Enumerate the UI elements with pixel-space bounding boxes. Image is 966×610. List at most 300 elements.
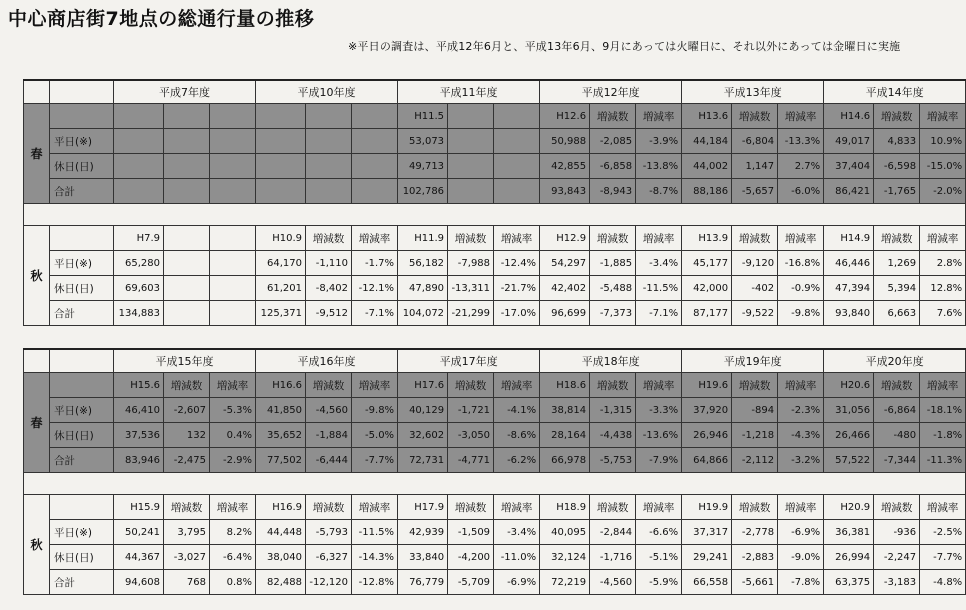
data-cell: 0.8% — [210, 570, 256, 595]
data-cell — [210, 301, 256, 326]
data-cell: 44,002 — [682, 154, 732, 179]
data-cell: -2,112 — [732, 448, 778, 473]
data-cell: -1,110 — [306, 251, 352, 276]
autumn-data-row — [24, 276, 966, 301]
row-label-blank — [50, 373, 114, 398]
column-header: 増減数 — [306, 226, 352, 251]
data-cell: -13.8% — [636, 154, 682, 179]
data-cell: 64,170 — [256, 251, 306, 276]
data-cell: -5,753 — [590, 448, 636, 473]
data-cell — [352, 129, 398, 154]
fiscal-year-header: 平成18年度 — [540, 349, 682, 373]
data-cell: 8.2% — [210, 520, 256, 545]
data-cell: -2,607 — [164, 398, 210, 423]
column-header: 増減数 — [732, 104, 778, 129]
data-cell: 66,558 — [682, 570, 732, 595]
column-header: 増減率 — [494, 373, 540, 398]
column-header: H10.9 — [256, 226, 306, 251]
data-cell: -3,027 — [164, 545, 210, 570]
data-cell: -1,315 — [590, 398, 636, 423]
column-header: H17.9 — [398, 495, 448, 520]
row-label: 休日(日) — [50, 545, 114, 570]
column-header: 増減数 — [874, 226, 920, 251]
data-cell: -7.7% — [920, 545, 966, 570]
column-header: 増減率 — [778, 104, 824, 129]
data-cell: -13.3% — [778, 129, 824, 154]
data-cell — [164, 154, 210, 179]
data-cell: 53,073 — [398, 129, 448, 154]
data-cell: 42,402 — [540, 276, 590, 301]
data-cell — [494, 179, 540, 204]
data-cell: -21.7% — [494, 276, 540, 301]
fiscal-year-header: 平成7年度 — [114, 80, 256, 104]
column-header: H11.9 — [398, 226, 448, 251]
data-cell: -8.7% — [636, 179, 682, 204]
data-cell: 42,855 — [540, 154, 590, 179]
data-cell: -7,373 — [590, 301, 636, 326]
traffic-table-h15-h20 — [23, 348, 966, 595]
data-cell: -13,311 — [448, 276, 494, 301]
data-cell: -0.9% — [778, 276, 824, 301]
data-cell: -2,844 — [590, 520, 636, 545]
data-cell — [306, 154, 352, 179]
data-cell: 82,488 — [256, 570, 306, 595]
column-header: 増減率 — [778, 495, 824, 520]
data-cell: 37,920 — [682, 398, 732, 423]
data-cell: 42,939 — [398, 520, 448, 545]
column-header: H19.9 — [682, 495, 732, 520]
data-cell — [494, 129, 540, 154]
column-header: 増減率 — [636, 104, 682, 129]
column-header: 増減率 — [778, 226, 824, 251]
data-cell: 83,946 — [114, 448, 164, 473]
row-label-blank — [50, 104, 114, 129]
data-cell — [306, 129, 352, 154]
data-cell — [210, 129, 256, 154]
data-cell: -9,512 — [306, 301, 352, 326]
data-cell: 7.6% — [920, 301, 966, 326]
column-header: 増減率 — [920, 373, 966, 398]
data-cell: 102,786 — [398, 179, 448, 204]
data-cell: -7.1% — [636, 301, 682, 326]
data-cell: 46,446 — [824, 251, 874, 276]
data-cell: 44,448 — [256, 520, 306, 545]
column-header: 増減数 — [448, 495, 494, 520]
data-cell: 29,241 — [682, 545, 732, 570]
column-header — [256, 104, 306, 129]
spring-data-row — [24, 154, 966, 179]
data-cell: 38,040 — [256, 545, 306, 570]
data-cell: -14.3% — [352, 545, 398, 570]
column-header: H20.6 — [824, 373, 874, 398]
data-cell: -5,793 — [306, 520, 352, 545]
data-cell: -936 — [874, 520, 920, 545]
autumn-data-row — [24, 570, 966, 595]
column-header — [114, 104, 164, 129]
data-cell — [256, 154, 306, 179]
data-cell — [352, 179, 398, 204]
data-cell: 3,795 — [164, 520, 210, 545]
data-cell: -6.2% — [494, 448, 540, 473]
data-cell: -6,864 — [874, 398, 920, 423]
data-cell — [448, 129, 494, 154]
row-label: 合計 — [50, 301, 114, 326]
data-cell: -3.9% — [636, 129, 682, 154]
data-cell: 134,883 — [114, 301, 164, 326]
data-cell: -16.8% — [778, 251, 824, 276]
data-cell: -5.1% — [636, 545, 682, 570]
column-header: 増減率 — [920, 495, 966, 520]
data-cell: -4.3% — [778, 423, 824, 448]
spring-label: 春 — [24, 373, 50, 473]
column-header: 増減数 — [590, 495, 636, 520]
column-header: 増減率 — [494, 495, 540, 520]
row-label: 合計 — [50, 179, 114, 204]
data-cell: -6,444 — [306, 448, 352, 473]
data-cell: 32,124 — [540, 545, 590, 570]
column-header: 増減数 — [732, 373, 778, 398]
column-header: 増減数 — [306, 495, 352, 520]
column-header: 増減数 — [590, 226, 636, 251]
autumn-label: 秋 — [24, 495, 50, 595]
data-cell: -4,438 — [590, 423, 636, 448]
separator-cell — [24, 204, 966, 226]
data-cell: -2.5% — [920, 520, 966, 545]
data-cell: -7.1% — [352, 301, 398, 326]
data-cell: -6,327 — [306, 545, 352, 570]
spring-data-row — [24, 129, 966, 154]
data-cell: 44,184 — [682, 129, 732, 154]
data-cell: 72,219 — [540, 570, 590, 595]
data-cell: -8,402 — [306, 276, 352, 301]
data-cell: -1,218 — [732, 423, 778, 448]
year-header-row — [24, 80, 966, 104]
data-cell: 28,164 — [540, 423, 590, 448]
column-header: H19.6 — [682, 373, 732, 398]
data-cell: -7,344 — [874, 448, 920, 473]
data-cell: 31,056 — [824, 398, 874, 423]
data-cell: -12.1% — [352, 276, 398, 301]
data-cell: -11.0% — [494, 545, 540, 570]
fiscal-year-header: 平成15年度 — [114, 349, 256, 373]
data-cell: 104,072 — [398, 301, 448, 326]
column-header: 増減率 — [920, 226, 966, 251]
year-header-row — [24, 349, 966, 373]
data-cell: -2,085 — [590, 129, 636, 154]
data-cell: 47,394 — [824, 276, 874, 301]
autumn-data-row — [24, 545, 966, 570]
fiscal-year-header: 平成20年度 — [824, 349, 966, 373]
data-cell: 768 — [164, 570, 210, 595]
fiscal-year-header: 平成10年度 — [256, 80, 398, 104]
data-cell: -1,721 — [448, 398, 494, 423]
fiscal-year-header: 平成14年度 — [824, 80, 966, 104]
column-header: 増減率 — [778, 373, 824, 398]
data-cell: -4,560 — [306, 398, 352, 423]
column-header: H14.9 — [824, 226, 874, 251]
data-cell: 49,713 — [398, 154, 448, 179]
data-cell — [164, 129, 210, 154]
data-cell: -8,943 — [590, 179, 636, 204]
fiscal-year-header: 平成11年度 — [398, 80, 540, 104]
data-cell: 94,608 — [114, 570, 164, 595]
section-separator — [24, 473, 966, 495]
autumn-header-row — [24, 495, 966, 520]
data-cell — [256, 179, 306, 204]
fiscal-year-header: 平成13年度 — [682, 80, 824, 104]
data-cell: -6.9% — [778, 520, 824, 545]
data-cell — [210, 276, 256, 301]
column-header: H18.9 — [540, 495, 590, 520]
data-cell: -3.3% — [636, 398, 682, 423]
data-cell: -4.1% — [494, 398, 540, 423]
data-cell — [114, 154, 164, 179]
fiscal-year-header: 平成12年度 — [540, 80, 682, 104]
data-cell: -11.3% — [920, 448, 966, 473]
column-header — [352, 104, 398, 129]
spring-data-row — [24, 398, 966, 423]
data-cell: -3.2% — [778, 448, 824, 473]
data-cell: 26,994 — [824, 545, 874, 570]
column-header: 増減率 — [636, 226, 682, 251]
column-header: H14.6 — [824, 104, 874, 129]
data-cell — [210, 179, 256, 204]
data-cell: -7.9% — [636, 448, 682, 473]
data-cell: -3.4% — [494, 520, 540, 545]
column-header: H20.9 — [824, 495, 874, 520]
column-header — [210, 226, 256, 251]
data-cell: -1,509 — [448, 520, 494, 545]
data-cell — [210, 251, 256, 276]
data-cell: -9,120 — [732, 251, 778, 276]
corner-cell — [50, 80, 114, 104]
fiscal-year-header: 平成19年度 — [682, 349, 824, 373]
data-cell — [494, 154, 540, 179]
data-cell: -6,858 — [590, 154, 636, 179]
separator-cell — [24, 473, 966, 495]
data-cell — [114, 179, 164, 204]
data-cell: -3,050 — [448, 423, 494, 448]
data-cell: -5,488 — [590, 276, 636, 301]
column-header: 増減率 — [210, 373, 256, 398]
data-cell: -2.3% — [778, 398, 824, 423]
column-header: H7.9 — [114, 226, 164, 251]
data-cell: 40,129 — [398, 398, 448, 423]
data-cell: -2,475 — [164, 448, 210, 473]
column-header: 増減率 — [352, 373, 398, 398]
column-header: 増減率 — [920, 104, 966, 129]
data-cell: -11.5% — [352, 520, 398, 545]
spring-label: 春 — [24, 104, 50, 204]
column-header: H17.6 — [398, 373, 448, 398]
data-cell: 87,177 — [682, 301, 732, 326]
data-cell: -15.0% — [920, 154, 966, 179]
column-header: 増減数 — [164, 495, 210, 520]
autumn-label: 秋 — [24, 226, 50, 326]
data-cell: 49,017 — [824, 129, 874, 154]
column-header: 増減数 — [874, 104, 920, 129]
data-cell: -18.1% — [920, 398, 966, 423]
data-cell: -3,183 — [874, 570, 920, 595]
column-header — [448, 104, 494, 129]
row-label: 休日(日) — [50, 154, 114, 179]
data-cell — [164, 301, 210, 326]
data-cell: 36,381 — [824, 520, 874, 545]
column-header: 増減数 — [448, 226, 494, 251]
row-label: 合計 — [50, 448, 114, 473]
data-cell: 88,186 — [682, 179, 732, 204]
autumn-data-row — [24, 251, 966, 276]
data-cell: -1,716 — [590, 545, 636, 570]
data-cell: 32,602 — [398, 423, 448, 448]
corner-cell — [24, 349, 50, 373]
data-cell — [256, 129, 306, 154]
data-cell: -6.6% — [636, 520, 682, 545]
survey-note: ※平日の調査は、平成12年6月と、平成13年6月、9月にあっては火曜日に、それ以外にあっては金曜日に実施 — [348, 40, 901, 53]
data-cell: 93,843 — [540, 179, 590, 204]
row-label: 休日(日) — [50, 423, 114, 448]
column-header: H15.6 — [114, 373, 164, 398]
data-cell: -12.4% — [494, 251, 540, 276]
data-cell — [164, 276, 210, 301]
data-cell: 69,603 — [114, 276, 164, 301]
data-cell: 93,840 — [824, 301, 874, 326]
column-header: H16.9 — [256, 495, 306, 520]
data-cell: -3.4% — [636, 251, 682, 276]
column-header: 増減率 — [494, 226, 540, 251]
data-cell: -12,120 — [306, 570, 352, 595]
column-header — [210, 104, 256, 129]
fiscal-year-header: 平成16年度 — [256, 349, 398, 373]
data-cell: -7.7% — [352, 448, 398, 473]
data-cell: -1,765 — [874, 179, 920, 204]
column-header: 増減数 — [306, 373, 352, 398]
data-cell: 26,946 — [682, 423, 732, 448]
row-label: 合計 — [50, 570, 114, 595]
row-label-blank — [50, 495, 114, 520]
section-separator — [24, 204, 966, 226]
data-cell: -5.9% — [636, 570, 682, 595]
data-cell: 2.7% — [778, 154, 824, 179]
data-cell: -5,657 — [732, 179, 778, 204]
column-header — [164, 104, 210, 129]
data-cell: -13.6% — [636, 423, 682, 448]
data-cell: 42,000 — [682, 276, 732, 301]
data-cell: 4,833 — [874, 129, 920, 154]
data-cell: 1,269 — [874, 251, 920, 276]
corner-cell — [24, 80, 50, 104]
data-cell: 41,850 — [256, 398, 306, 423]
data-cell: -1.7% — [352, 251, 398, 276]
autumn-data-row — [24, 520, 966, 545]
column-header — [306, 104, 352, 129]
data-cell: 86,421 — [824, 179, 874, 204]
row-label: 平日(※) — [50, 520, 114, 545]
data-cell: 65,280 — [114, 251, 164, 276]
data-cell: -6,804 — [732, 129, 778, 154]
row-label-blank — [50, 226, 114, 251]
column-header: 増減率 — [352, 495, 398, 520]
data-cell: -2.0% — [920, 179, 966, 204]
data-cell: 96,699 — [540, 301, 590, 326]
spring-data-row — [24, 448, 966, 473]
data-cell: -1,884 — [306, 423, 352, 448]
column-header: H12.9 — [540, 226, 590, 251]
spring-header-row — [24, 104, 966, 129]
data-cell: -6.0% — [778, 179, 824, 204]
data-cell: 132 — [164, 423, 210, 448]
data-cell: 54,297 — [540, 251, 590, 276]
data-cell: 12.8% — [920, 276, 966, 301]
data-cell — [448, 154, 494, 179]
data-cell: -5.0% — [352, 423, 398, 448]
data-cell: -1.8% — [920, 423, 966, 448]
data-cell: -5,661 — [732, 570, 778, 595]
column-header: H15.9 — [114, 495, 164, 520]
column-header: H11.5 — [398, 104, 448, 129]
data-cell: 37,536 — [114, 423, 164, 448]
data-cell: 50,241 — [114, 520, 164, 545]
page-title: 中心商店街7地点の総通行量の推移 — [8, 8, 315, 30]
data-cell — [164, 251, 210, 276]
spring-data-row — [24, 179, 966, 204]
data-cell: -17.0% — [494, 301, 540, 326]
data-cell: 64,866 — [682, 448, 732, 473]
data-cell: 33,840 — [398, 545, 448, 570]
column-header: 増減数 — [874, 373, 920, 398]
column-header: 増減数 — [590, 104, 636, 129]
data-cell: -4,560 — [590, 570, 636, 595]
data-cell: -8.6% — [494, 423, 540, 448]
row-label: 平日(※) — [50, 129, 114, 154]
data-cell: 10.9% — [920, 129, 966, 154]
data-cell — [164, 179, 210, 204]
data-cell: -7,988 — [448, 251, 494, 276]
data-cell: -1,885 — [590, 251, 636, 276]
data-cell: -480 — [874, 423, 920, 448]
data-cell — [448, 179, 494, 204]
autumn-header-row — [24, 226, 966, 251]
data-cell: -4,200 — [448, 545, 494, 570]
data-cell: 37,404 — [824, 154, 874, 179]
data-cell: -6.9% — [494, 570, 540, 595]
row-label: 休日(日) — [50, 276, 114, 301]
data-cell: 2.8% — [920, 251, 966, 276]
fiscal-year-header: 平成17年度 — [398, 349, 540, 373]
column-header: 増減率 — [636, 373, 682, 398]
data-cell: 44,367 — [114, 545, 164, 570]
data-cell: -5.3% — [210, 398, 256, 423]
data-cell: 61,201 — [256, 276, 306, 301]
data-cell: -2.9% — [210, 448, 256, 473]
data-cell: 50,988 — [540, 129, 590, 154]
data-cell: -11.5% — [636, 276, 682, 301]
data-cell: -6.4% — [210, 545, 256, 570]
data-cell: 38,814 — [540, 398, 590, 423]
data-cell: 6,663 — [874, 301, 920, 326]
row-label: 平日(※) — [50, 251, 114, 276]
data-cell: 57,522 — [824, 448, 874, 473]
data-cell: 125,371 — [256, 301, 306, 326]
data-cell — [114, 129, 164, 154]
data-cell: 37,317 — [682, 520, 732, 545]
spring-data-row — [24, 423, 966, 448]
data-cell: -5,709 — [448, 570, 494, 595]
column-header: 増減率 — [636, 495, 682, 520]
data-cell: 77,502 — [256, 448, 306, 473]
data-cell: 1,147 — [732, 154, 778, 179]
corner-cell — [50, 349, 114, 373]
